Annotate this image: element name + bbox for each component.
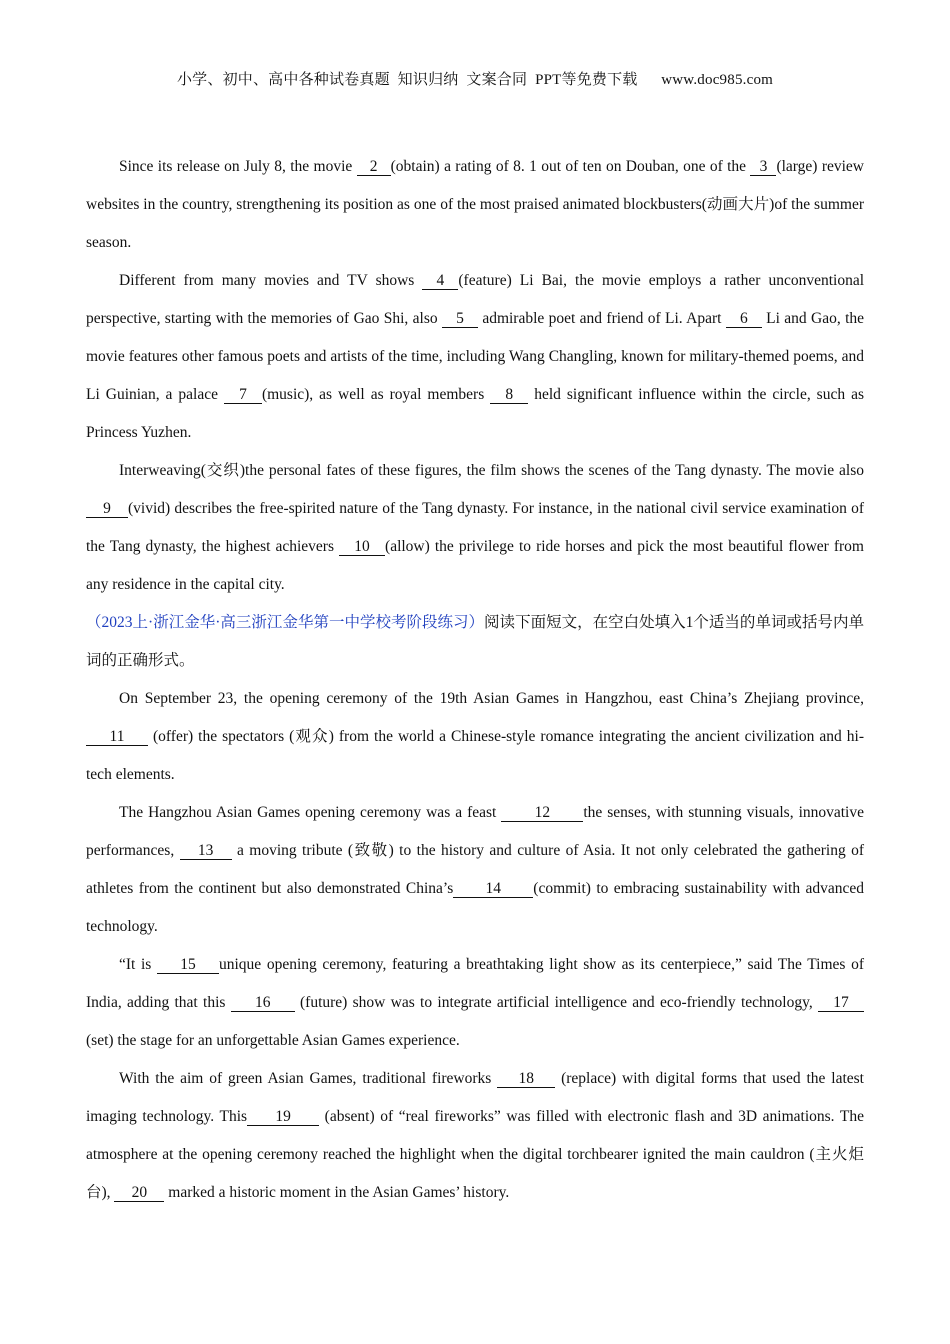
document-body — [86, 148, 864, 1212]
text-run: a moving tribute (致敬) to the history and culture of Asia. It not only celebrated the gathering of athletes from the continent but also demonstrated China’s — [86, 842, 865, 897]
text-run: The Hangzhou Asian Games opening ceremony was a feast — [119, 804, 502, 821]
text-run: unique opening ceremony, featuring a breathtaking light show as its centerpiece,” said The Times of India, adding that this — [86, 956, 865, 1011]
blank-4: 4 — [422, 272, 458, 290]
blank-19: 19 — [247, 1108, 319, 1126]
blank-8: 8 — [490, 386, 528, 404]
blank-20: 20 — [114, 1184, 164, 1202]
blank-11: 11 — [86, 728, 148, 746]
text-run: (set) the stage for an unforgettable Asian Games experience. — [86, 1032, 460, 1049]
text-run: (offer) the spectators (观众) from the world a Chinese-style romance integrating the ancient civilization and hi-tech elements. — [86, 728, 864, 783]
blank-2: 2 — [357, 158, 391, 176]
text-run: (commit) to embracing sustainability with advanced technology. — [86, 880, 864, 935]
blank-9: 9 — [86, 500, 128, 518]
passage1-paragraph-3 — [86, 452, 864, 604]
blank-7: 7 — [224, 386, 262, 404]
blank-12: 12 — [501, 804, 583, 822]
blank-15: 15 — [157, 956, 219, 974]
blank-3: 3 — [750, 158, 776, 176]
text-run: held significant influence within the circle, such as Princess Yuzhen. — [86, 386, 864, 441]
blank-14: 14 — [453, 880, 533, 898]
blank-17: 17 — [818, 994, 864, 1012]
text-run: On September 23, the opening ceremony of the 19th Asian Games in Hangzhou, east China’s Zhejiang province, — [119, 690, 864, 707]
passage2-paragraph-3 — [86, 946, 864, 1060]
text-run: Li and Gao, the movie features other famous poets and artists of the time, including Wang Changling, known for military-themed poems, and Li Guinian, a palace — [86, 310, 864, 403]
question-source-tag: （2023上·浙江金华·高三浙江金华第一中学校考阶段练习） — [86, 614, 485, 631]
text-run: (replace) with digital forms that used the latest imaging technology. This — [86, 1070, 864, 1125]
passage2-paragraph-4 — [86, 1060, 864, 1212]
text-run: Since its release on July 8, the movie — [119, 158, 357, 175]
text-run: (feature) Li Bai, the movie employs a rather unconventional perspective, starting with the memories of Gao Shi, also — [86, 272, 865, 327]
text-run: (music), as well as royal members — [261, 386, 491, 403]
text-run: (obtain) a rating of 8. 1 out of ten on Douban, one of the — [390, 158, 751, 175]
text-run: marked a historic moment in the Asian Games’ history. — [164, 1184, 510, 1201]
text-run: “It is — [119, 956, 157, 973]
text-run: (absent) of “real fireworks” was filled with electronic flash and 3D animations. The atmosphere at the opening ceremony reached the highlight when the digital torchbearer ignited the main cauldron (主火炬台), — [86, 1108, 864, 1201]
text-run: (large) review websites in the country, strengthening its position as one of the most praised animated blockbusters(动画大片)of the summer season. — [86, 158, 864, 251]
passage2-paragraph-2 — [86, 794, 864, 946]
text-run: admirable poet and friend of Li. Apart — [477, 310, 726, 327]
blank-13: 13 — [180, 842, 232, 860]
passage1-paragraph-1 — [86, 148, 864, 262]
text-run: Interweaving(交织)the personal fates of these figures, the film shows the scenes of the Tang dynasty. The movie also — [119, 462, 864, 479]
question-instruction: 阅读下面短文，在空白处填入1个适当的单词或括号内单词的正确形式。 — [86, 614, 864, 669]
passage1-paragraph-2 — [86, 262, 864, 452]
text-run: the senses, with stunning visuals, innovative performances, — [86, 804, 864, 859]
text-run: (vivid) describes the free-spirited nature of the Tang dynasty. For instance, in the national civil service examination of the Tang dynasty, the highest achievers — [86, 500, 864, 555]
blank-18: 18 — [497, 1070, 555, 1088]
blank-10: 10 — [339, 538, 385, 556]
blank-6: 6 — [726, 310, 762, 328]
passage2-paragraph-1 — [86, 680, 864, 794]
text-run: (future) show was to integrate artificial intelligence and eco-friendly technology, — [294, 994, 819, 1011]
blank-5: 5 — [442, 310, 478, 328]
question-source-line — [86, 604, 864, 680]
page-header: 小学、初中、高中各种试卷真题 知识归纳 文案合同 PPT等免费下载 www.doc985.com — [176, 72, 774, 88]
blank-16: 16 — [231, 994, 295, 1012]
text-run: Different from many movies and TV shows — [119, 272, 423, 289]
text-run: (allow) the privilege to ride horses and pick the most beautiful flower from any residence in the capital city. — [86, 538, 864, 593]
text-run: With the aim of green Asian Games, traditional fireworks — [119, 1070, 498, 1087]
